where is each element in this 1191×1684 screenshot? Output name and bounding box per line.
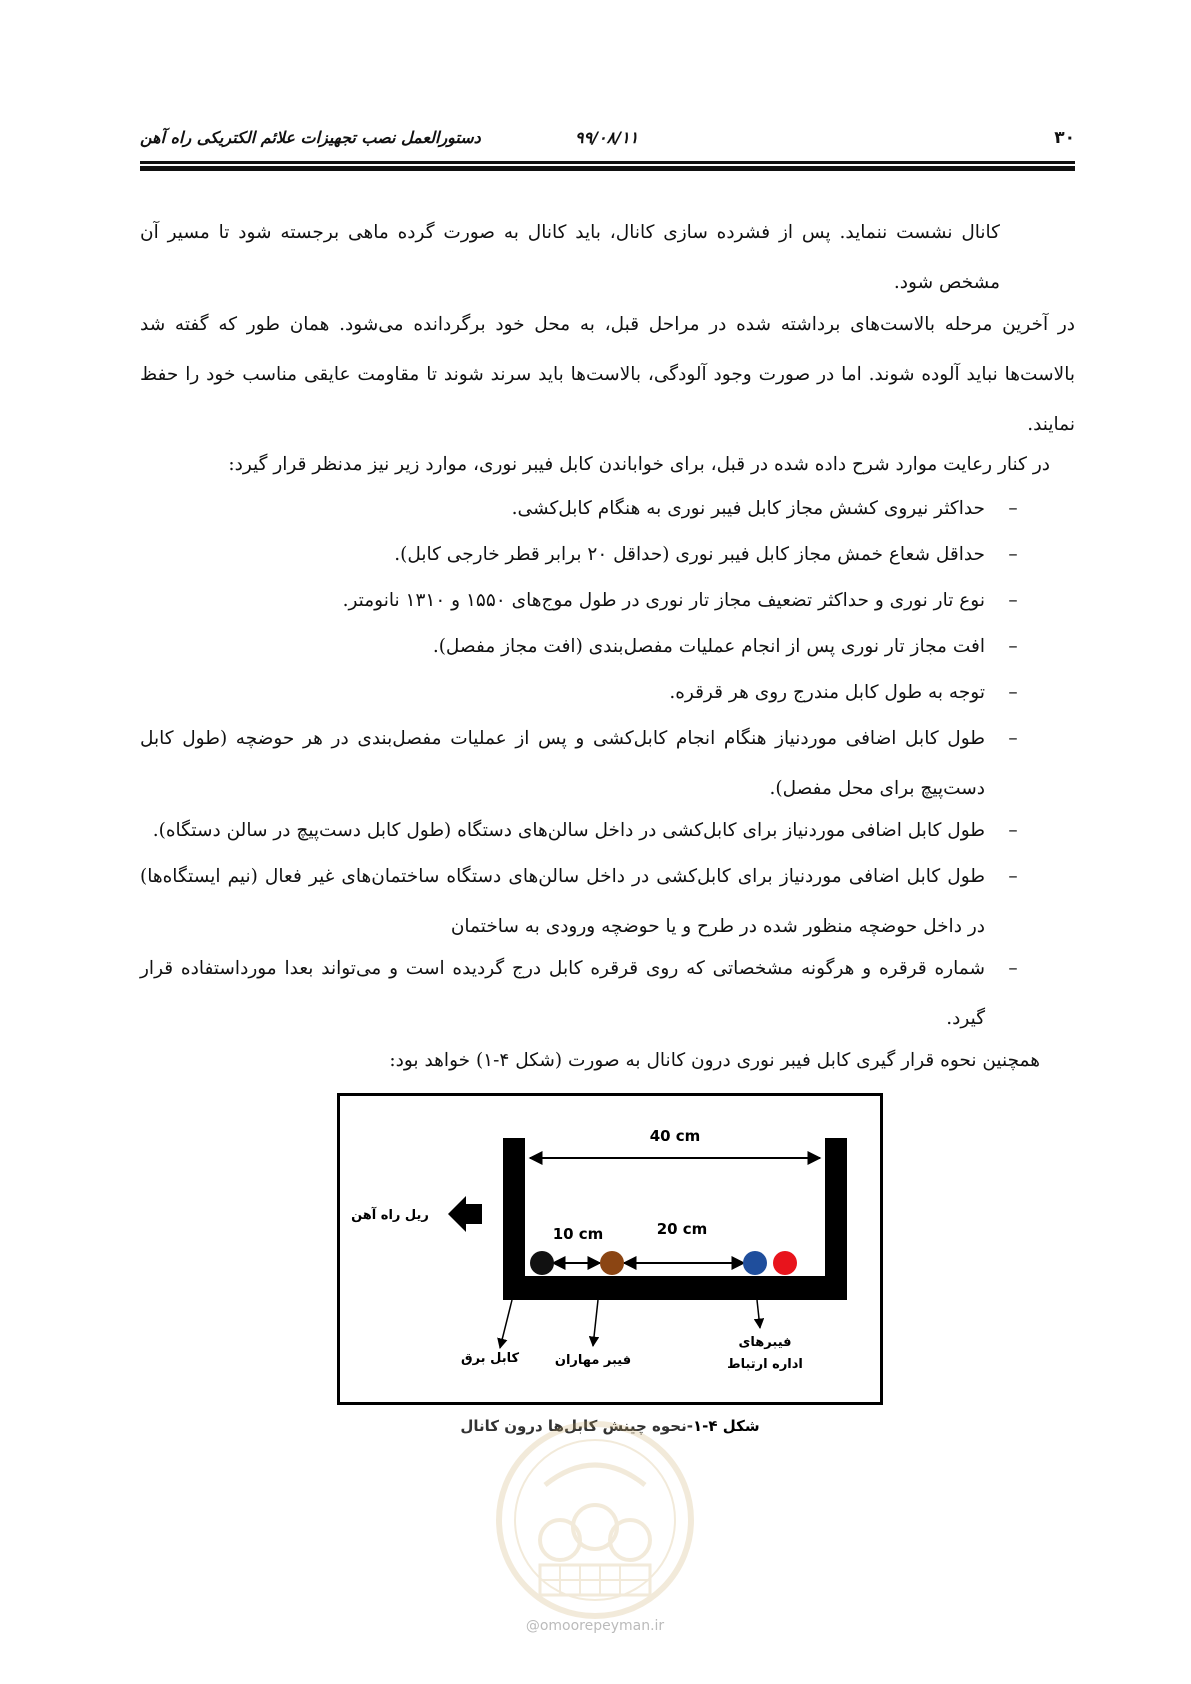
comm-pointer xyxy=(757,1300,760,1328)
bullet-dash: – xyxy=(1008,958,1018,979)
power-cable-label: کابل برق xyxy=(460,1351,520,1366)
cable-layout-figure xyxy=(337,1093,883,1405)
comm-fiber-label-line2: اداره ارتباط xyxy=(727,1357,803,1372)
comm-fiber-red-circle xyxy=(773,1251,797,1275)
maharan-fiber-circle xyxy=(600,1251,624,1275)
caption-prefix: شکل ۴-۱ xyxy=(692,1417,760,1435)
paragraph-2: در آخرین مرحله بالاست‌های برداشته شده در مراحل قبل، به محل خود برگردانده می‌شود. همان طور که گفته شد بالاست‌ها نباید آلوده شوند. اما در صورت وجود آلودگی، بالاست‌ها باید سرند شوند تا مقاومت عایقی مناسب خود را حفظ نمایند. xyxy=(140,314,1075,435)
bullet-dash: – xyxy=(1008,544,1018,565)
dim-total-label: 40 cm xyxy=(649,1127,701,1145)
bullet-text: طول کابل اضافی موردنیاز برای کابل‌کشی در داخل سالن‌های دستگاه (طول کابل دست‌پیچ در سالن دستگاه). xyxy=(152,820,985,841)
bullet-text: افت مجاز تار نوری پس از انجام عملیات مفصل‌بندی (افت مجاز مفصل). xyxy=(432,636,985,657)
paragraph-1: کانال نشست ننماید. پس از فشرده سازی کانال، باید کانال به صورت گرده ماهی برجسته شود تا مسیر آن مشخص شود. xyxy=(140,222,1000,293)
header-date: ۹۹/۰۸/۱۱ xyxy=(575,128,639,147)
bullet-dash: – xyxy=(1008,866,1018,887)
rail-direction-arrow-icon xyxy=(448,1196,482,1232)
paragraph-3: در کنار رعایت موارد شرح داده شده در قبل، برای خواباندن کابل فیبر نوری، موارد زیر نیز مدنظر قرار گیرد: xyxy=(228,454,1050,475)
caption-text: -نحوه چینش کابل‌ها درون کانال xyxy=(460,1417,693,1435)
comm-fiber-label-line1: فیبرهای xyxy=(738,1335,792,1350)
header-title: دستورالعمل نصب تجهیزات علائم الکتریکی راه آهن xyxy=(140,128,481,147)
bullet-dash: – xyxy=(1008,636,1018,657)
header-rule-thick xyxy=(140,166,1075,171)
bullet-dash: – xyxy=(1008,590,1018,611)
bullet-text: شماره قرقره و هرگونه مشخصاتی که روی قرقره کابل درج گردیده است و می‌تواند بعدا مورداستفاده قرار گیرد. xyxy=(140,958,985,1029)
channel-diagram xyxy=(340,1096,880,1402)
power-pointer xyxy=(500,1300,512,1348)
dim-left-label: 10 cm xyxy=(552,1225,604,1243)
watermark-url: @omoorepeyman.ir xyxy=(525,1618,665,1634)
bullet-text: نوع تار نوری و حداکثر تضعیف مجاز تار نوری در طول موج‌های ۱۵۵۰ و ۱۳۱۰ نانومتر. xyxy=(342,590,985,611)
bullet-dash: – xyxy=(1008,682,1018,703)
watermark-logo xyxy=(490,1415,700,1625)
page-header xyxy=(140,128,1075,158)
bullet-text: توجه به طول کابل مندرج روی هر قرقره. xyxy=(669,682,985,703)
bullet-dash: – xyxy=(1008,498,1018,519)
bullet-text: طول کابل اضافی موردنیاز برای کابل‌کشی در داخل سالن‌های دستگاه ساختمان‌های غیر فعال (نیم ایستگاه‌ها) در داخل حوضچه منظور شده در طرح و یا حوضچه ورودی به ساختمان xyxy=(140,866,985,937)
channel-left-wall xyxy=(503,1138,525,1300)
comm-fiber-blue-circle xyxy=(743,1251,767,1275)
bullet-text: حداقل شعاع خمش مجاز کابل فیبر نوری (حداقل ۲۰ برابر قطر خارجی کابل). xyxy=(394,544,985,565)
maharan-fiber-label: فیبر مهاران xyxy=(554,1353,632,1368)
channel-right-wall xyxy=(825,1138,847,1300)
header-rule-thin xyxy=(140,161,1075,164)
bullet-text: طول کابل اضافی موردنیاز هنگام انجام کابل‌کشی و پس از عملیات مفصل‌بندی در هر حوضچه (طول کابل دست‌پیچ برای محل مفصل). xyxy=(140,728,985,799)
bullet-dash: – xyxy=(1008,728,1018,749)
bullet-dash: – xyxy=(1008,820,1018,841)
rail-label: ریل راه آهن xyxy=(351,1208,429,1223)
channel-floor xyxy=(503,1276,847,1300)
maharan-pointer xyxy=(593,1300,598,1346)
power-cable-circle xyxy=(530,1251,554,1275)
dim-right-label: 20 cm xyxy=(656,1220,708,1238)
page-number: ۳۰ xyxy=(1054,128,1075,148)
bullet-text: حداکثر نیروی کشش مجاز کابل فیبر نوری به هنگام کابل‌کشی. xyxy=(511,498,985,519)
figure-intro: همچنین نحوه قرار گیری کابل فیبر نوری درون کانال به صورت (شکل ۴-۱) خواهد بود: xyxy=(389,1050,1040,1071)
